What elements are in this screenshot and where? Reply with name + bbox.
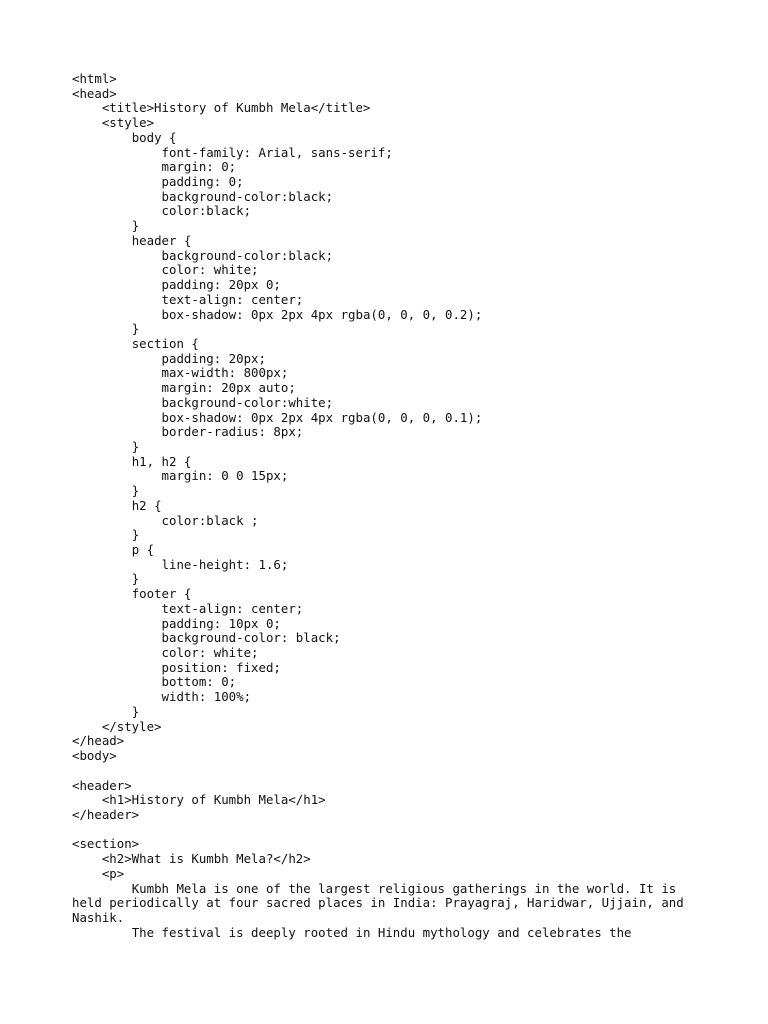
code-line: line-height: 1.6; bbox=[72, 556, 289, 572]
code-line: <html> bbox=[72, 71, 117, 86]
code-line: position: fixed; bbox=[72, 659, 281, 675]
code-line: The festival is deeply rooted in Hindu mythology and celebrates the bbox=[72, 924, 632, 940]
code-line: <head> bbox=[72, 85, 117, 101]
code-line: background-color:black; bbox=[72, 247, 334, 263]
code-line: </style> bbox=[72, 718, 162, 734]
code-line: background-color:black; bbox=[72, 188, 334, 204]
code-line: border-radius: 8px; bbox=[72, 424, 304, 440]
code-line: padding: 20px 0; bbox=[72, 277, 281, 293]
code-line: } bbox=[72, 571, 140, 587]
code-line: padding: 20px; bbox=[72, 350, 266, 366]
code-line: h2 { bbox=[72, 497, 162, 513]
code-line: background-color: black; bbox=[72, 630, 341, 646]
code-line: } bbox=[72, 703, 140, 719]
code-line: padding: 0; bbox=[72, 174, 244, 190]
code-line: </header> bbox=[72, 806, 140, 822]
code-line: p { bbox=[72, 542, 155, 557]
code-line: </head> bbox=[72, 733, 125, 749]
code-line: } bbox=[72, 527, 140, 543]
code-line: box-shadow: 0px 2px 4px rgba(0, 0, 0, 0.1); bbox=[72, 409, 483, 425]
code-line: <body> bbox=[72, 748, 117, 764]
code-line: <title>History of Kumbh Mela</title> bbox=[72, 100, 371, 116]
code-line: font-family: Arial, sans-serif; bbox=[72, 144, 393, 160]
code-line: box-shadow: 0px 2px 4px rgba(0, 0, 0, 0.2); bbox=[72, 306, 483, 322]
code-line: Kumbh Mela is one of the largest religious gatherings in the world. It is bbox=[72, 880, 677, 896]
code-line: margin: 20px auto; bbox=[72, 380, 296, 396]
code-line: footer { bbox=[72, 586, 192, 602]
code-line: body { bbox=[72, 129, 177, 145]
code-line: held periodically at four sacred places in India: Prayagraj, Haridwar, Ujjain, and bbox=[72, 895, 684, 911]
code-line: Nashik. bbox=[72, 909, 125, 925]
code-line: } bbox=[72, 321, 140, 337]
code-line: bottom: 0; bbox=[72, 674, 237, 690]
code-line bbox=[72, 823, 712, 838]
code-line: } bbox=[72, 218, 140, 234]
code-line: color:black ; bbox=[72, 512, 259, 528]
code-line: text-align: center; bbox=[72, 291, 304, 307]
code-line: color: white; bbox=[72, 645, 259, 661]
code-line: section { bbox=[72, 335, 199, 351]
code-line: text-align: center; bbox=[72, 600, 304, 616]
code-line: background-color:white; bbox=[72, 394, 334, 410]
code-line: color: white; bbox=[72, 262, 259, 278]
code-line: max-width: 800px; bbox=[72, 365, 289, 381]
code-line: <header> bbox=[72, 777, 132, 793]
code-line: <h1>History of Kumbh Mela</h1> bbox=[72, 792, 326, 808]
code-line: h1, h2 { bbox=[72, 453, 192, 469]
code-line: header { bbox=[72, 232, 192, 248]
code-line: padding: 10px 0; bbox=[72, 615, 281, 631]
code-line: <section> bbox=[72, 836, 140, 852]
code-line: margin: 0 0 15px; bbox=[72, 468, 289, 484]
code-line: <h2>What is Kumbh Mela?</h2> bbox=[72, 851, 311, 867]
code-line: } bbox=[72, 483, 140, 499]
code-line: <p> bbox=[72, 865, 125, 881]
code-listing bbox=[72, 72, 712, 940]
code-line: color:black; bbox=[72, 203, 252, 219]
code-line bbox=[72, 764, 712, 779]
code-line: margin: 0; bbox=[72, 159, 237, 175]
code-line: <style> bbox=[72, 115, 155, 131]
code-line: width: 100%; bbox=[72, 689, 252, 705]
code-line: } bbox=[72, 438, 140, 454]
